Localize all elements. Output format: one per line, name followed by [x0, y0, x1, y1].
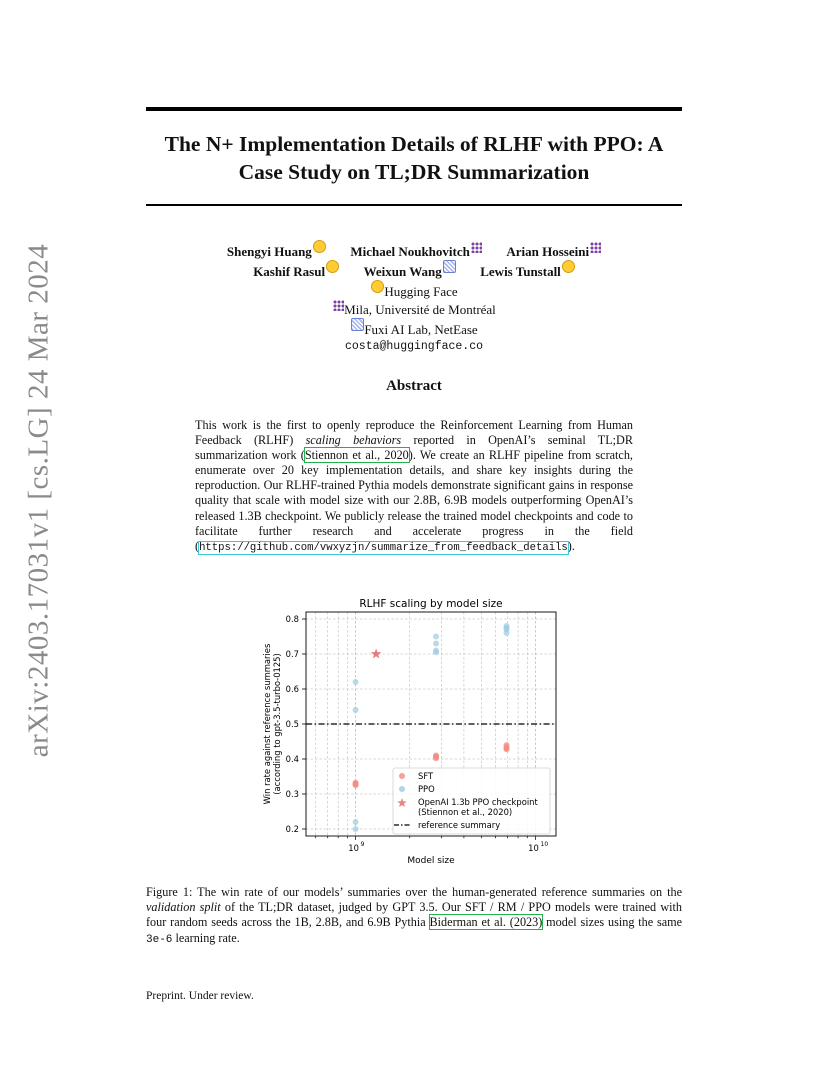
- citation-link[interactable]: Stiennon et al., 2020: [304, 448, 409, 463]
- author-row-1: [146, 240, 682, 260]
- abstract-text: This work is the first to openly reproduce the Reinforcement Learning from Human Feedback (RLHF) scaling behaviors reported in OpenAI’s seminal TL;DR summarization work (Stiennon et al., 2020). We create an RLHF pipeline from scratch, enumerate over 20 key implementation details, and share key insights during the reproduction. Our RLHF-trained Pythia models demonstrate significant gains in response quality that scale with model size with our 2.8B, 6.9B models outperforming OpenAI’s released 1.3B checkpoint. We publicly release the trained model checkpoints and code to facilitate further research and accelerate progress in the field (https://github.com/vwxyzjn/summarize_from_feedback_details).: [195, 418, 633, 554]
- author-name: Arian Hosseini: [506, 244, 590, 259]
- hugging-face-icon: [313, 240, 326, 253]
- hugging-face-icon: [326, 260, 339, 273]
- citation-link[interactable]: Biderman et al. (2023): [429, 915, 543, 930]
- github-link[interactable]: https://github.com/vwxyzjn/summarize_from_feedback_details: [199, 541, 568, 554]
- author-name: Kashif Rasul: [253, 264, 326, 279]
- y-tick-label: 0.2: [285, 824, 299, 834]
- author-name: Lewis Tunstall: [480, 264, 561, 279]
- author-name: Shengyi Huang: [226, 244, 312, 259]
- data-point-ppo: [504, 625, 510, 631]
- chart-legend: [393, 768, 550, 834]
- y-tick-label: 0.4: [285, 754, 299, 764]
- data-point-ppo: [353, 707, 359, 713]
- x-tick-label-exponent: 9: [360, 841, 365, 848]
- figure-caption: Figure 1: The win rate of our models’ summaries over the human-generated reference summaries on the validation split of the TL;DR dataset, judged by GPT 3.5. Our SFT / RM / PPO models were trained with four random seeds across the 1B, 2.8B, and 6.9B Pythia Biderman et al. (2023) model sizes using the same 3e-6 learning rate.: [146, 885, 683, 946]
- title-bottom-rule: [146, 204, 682, 206]
- data-point-ppo: [353, 826, 359, 832]
- author-row-2: [146, 260, 682, 280]
- arxiv-id-text: arXiv:2403.17031v1 [cs.LG] 24 Mar 2024: [22, 243, 55, 757]
- data-point-openai: [371, 649, 381, 659]
- arxiv-side-identifier: [14, 240, 64, 760]
- y-tick-label: 0.6: [285, 684, 299, 694]
- affiliation: Mila, Université de Montréal: [146, 300, 682, 318]
- data-point-sft: [504, 746, 510, 752]
- contact-email: costa@huggingface.co: [344, 340, 484, 353]
- author-block: [146, 240, 682, 355]
- page-footer: Preprint. Under review.: [146, 990, 254, 1002]
- legend-label-sft: SFT: [418, 771, 434, 781]
- fuxi-logo-icon: [351, 318, 364, 331]
- legend-marker-sft: [399, 773, 405, 779]
- affiliation: Fuxi AI Lab, NetEase: [146, 318, 682, 338]
- data-point-ppo: [353, 679, 359, 685]
- paper-title: The N+ Implementation Details of RLHF with PPO: A Case Study on TL;DR Summarization: [164, 132, 664, 184]
- legend-label-openai-sub: (Stiennon et al., 2020): [418, 807, 513, 817]
- data-point-sft: [353, 780, 359, 786]
- mila-logo-icon: [471, 242, 482, 253]
- x-axis-label: Model size: [407, 856, 455, 866]
- hugging-face-icon: [562, 260, 575, 273]
- mila-logo-icon: [333, 300, 344, 311]
- hugging-face-icon: [371, 280, 384, 293]
- author-name: Weixun Wang: [363, 264, 442, 279]
- y-axis-label: Win rate against reference summaries: [262, 643, 272, 805]
- fuxi-logo-icon: [443, 260, 456, 273]
- y-tick-label: 0.8: [285, 614, 299, 624]
- legend-marker-ppo: [399, 786, 405, 792]
- x-axis: [316, 836, 549, 853]
- x-tick-label: 10: [528, 843, 539, 853]
- data-point-ppo: [433, 634, 439, 640]
- abstract-heading: Abstract: [386, 378, 442, 394]
- author-name: Michael Noukhovitch: [350, 244, 470, 259]
- y-tick-label: 0.5: [285, 719, 299, 729]
- affiliation: Hugging Face: [146, 280, 682, 300]
- data-point-sft: [433, 753, 439, 759]
- legend-label-reference: reference summary: [418, 820, 501, 830]
- chart-title: RLHF scaling by model size: [359, 598, 503, 610]
- data-point-ppo: [433, 648, 439, 654]
- legend-label-openai: OpenAI 1.3b PPO checkpoint: [418, 797, 538, 807]
- x-tick-label: 10: [348, 843, 359, 853]
- data-point-ppo: [353, 819, 359, 825]
- scaling-chart: [250, 592, 570, 874]
- y-tick-label: 0.3: [285, 789, 299, 799]
- title-top-rule: [146, 107, 682, 111]
- y-tick-label: 0.7: [285, 649, 299, 659]
- x-tick-label-exponent: 10: [540, 841, 549, 848]
- y-axis: [286, 614, 306, 834]
- legend-label-ppo: PPO: [418, 784, 435, 794]
- data-point-ppo: [433, 641, 439, 647]
- mila-logo-icon: [590, 242, 601, 253]
- y-axis-label-sub: (according to gpt-3.5-turbo-0125): [272, 653, 282, 795]
